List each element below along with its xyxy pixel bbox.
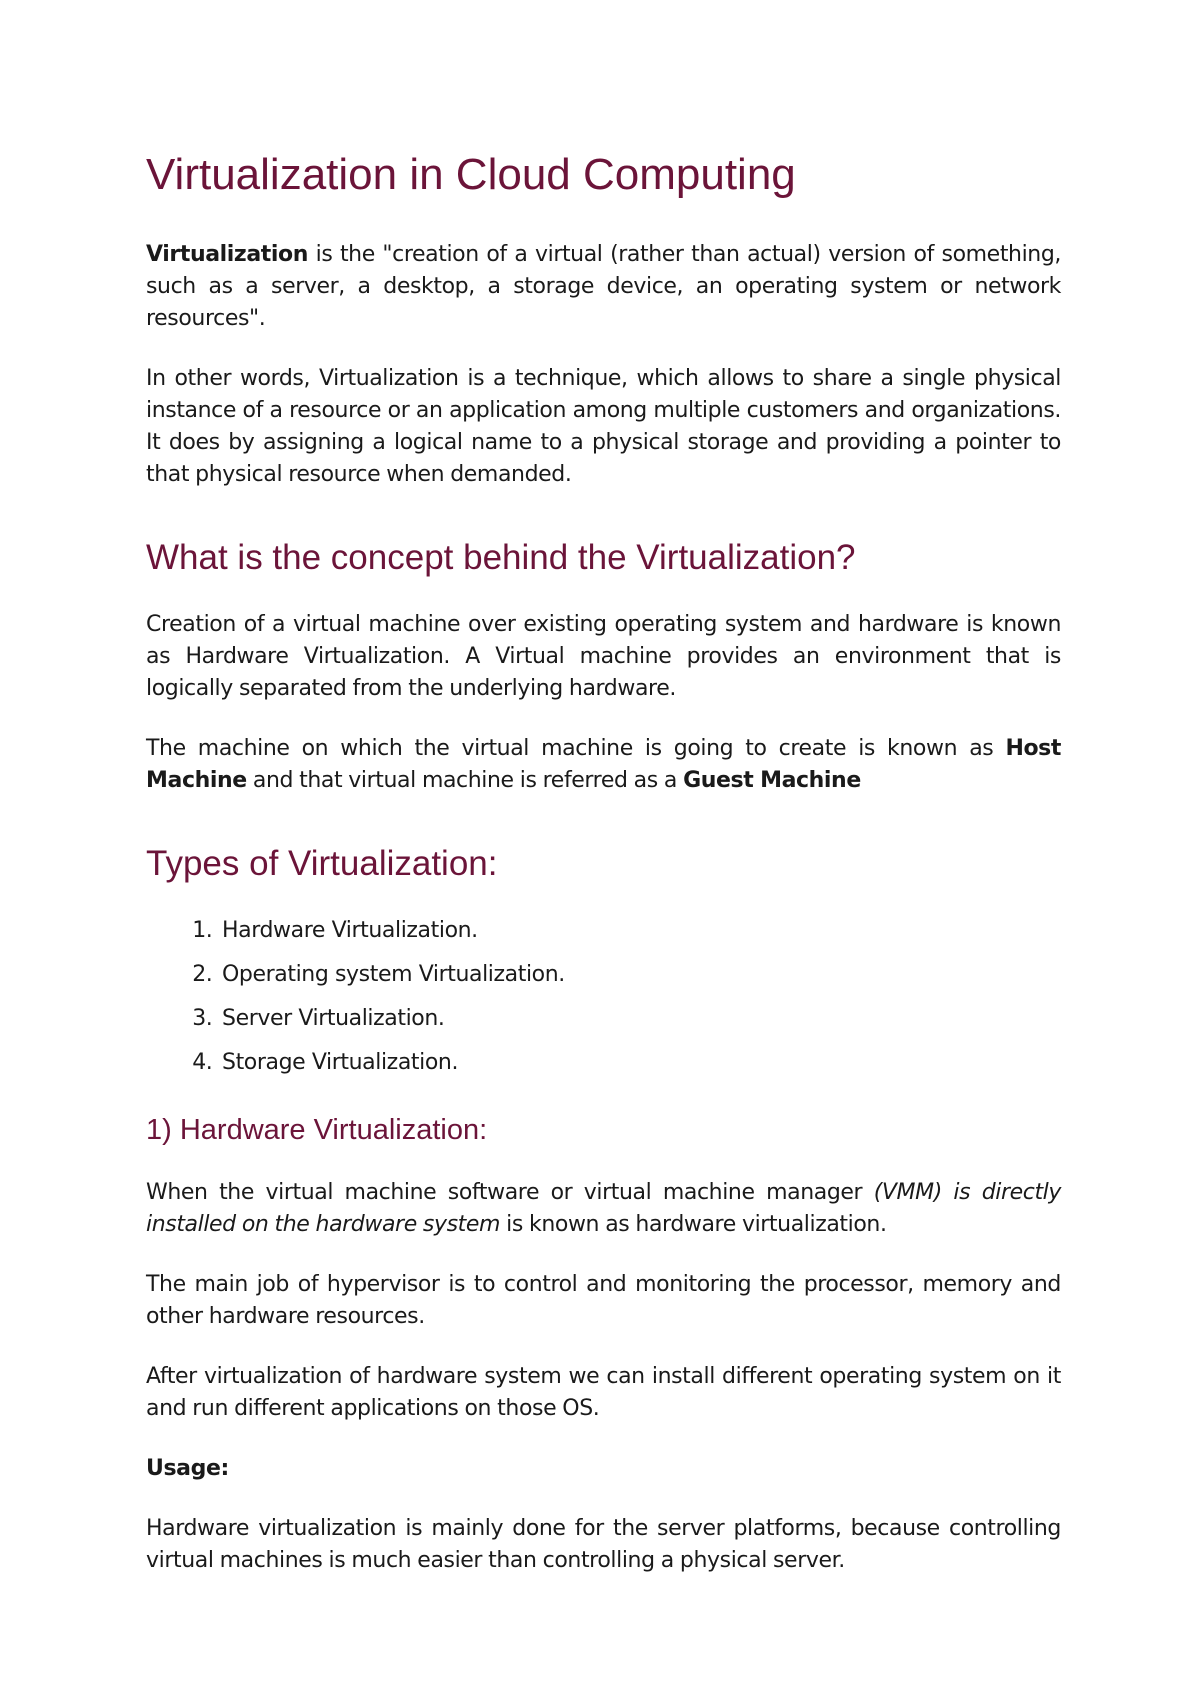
list-item: 1. Hardware Virtualization. [219,915,1061,947]
hardware-paragraph-3: After virtualization of hardware system we can install different operating system on it and run different applications on those OS. [146,1364,1061,1422]
concept-paragraph-2-start: The machine on which the virtual machine is going to create is known as [146,735,1006,761]
types-heading: Types of Virtualization: [146,843,498,883]
hardware-paragraph-2: The main job of hypervisor is to control and monitoring the processor, memory and other hardware resources. [146,1272,1061,1330]
other-words-paragraph: In other words, Virtualization is a technique, which allows to share a single physical instance of a resource or an application among multiple customers and organizations. It does by assigning a logical name to a physical storage and providing a pointer to that physical resource when demanded. [146,365,1061,487]
intro-paragraph [146,239,1061,335]
usage-label: Usage: [146,1456,229,1482]
guest-machine-term: Guest Machine [683,767,861,793]
hardware-paragraph-1-italic: (VMM) is directly installed on the hardware system [146,1180,1062,1238]
document-page [146,150,1061,1605]
hardware-heading: 1) Hardware Virtualization: [146,1113,488,1146]
types-list [146,915,1061,1079]
concept-heading: What is the concept behind the Virtualization? [146,537,856,577]
concept-paragraph-2 [146,733,1061,797]
host-machine-term: Host Machine [146,735,1061,793]
list-item: 2. Operating system Virtualization. [219,959,1061,991]
list-item: 3. Server Virtualization. [219,1003,1061,1035]
intro-term: Virtualization [146,241,309,267]
hardware-paragraph-1 [146,1177,1061,1241]
document-title: Virtualization in Cloud Computing [146,150,796,199]
intro-definition: is the "creation of a virtual (rather than actual) version of something, such as a server, a desktop, a storage device, an operating system or network resources". [146,241,1061,331]
list-item: 4. Storage Virtualization. [219,1047,1061,1079]
hardware-paragraph-1-end: is known as hardware virtualization. [500,1212,887,1238]
hardware-paragraph-1-start: When the virtual machine software or virtual machine manager [146,1180,874,1206]
concept-paragraph-1: Creation of a virtual machine over existing operating system and hardware is known as Hardware Virtualization. A Virtual machine provides an environment that is logically separated from the underlying hardware. [146,611,1061,701]
concept-paragraph-2-mid: and that virtual machine is referred as a [246,767,684,793]
usage-paragraph: Hardware virtualization is mainly done for the server platforms, because controlling virtual machines is much easier than controlling a physical server. [146,1516,1061,1574]
